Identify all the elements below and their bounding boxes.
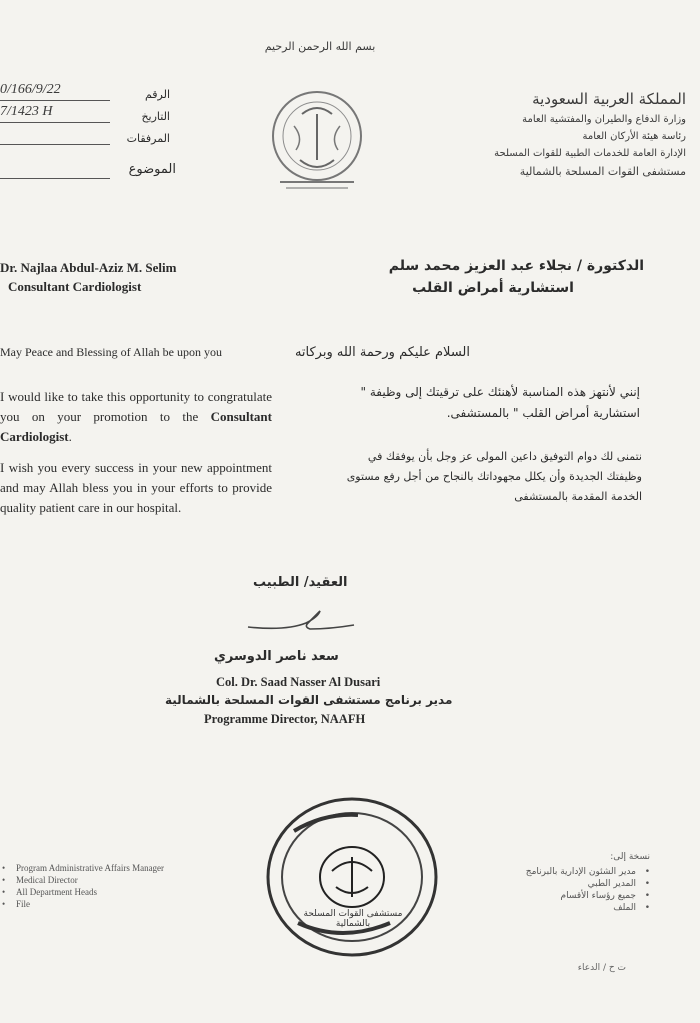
signature-title-en: Programme Director, NAAFH [204, 712, 366, 726]
signature-rank-ar: العقيد/ الطبيب [253, 575, 348, 590]
cc-ar-item: • المدير الطبي [490, 878, 650, 890]
recipient-ar-title: استشارية أمراض القلب [412, 280, 574, 296]
subject-label: الموضوع [128, 162, 176, 177]
greeting-ar: السلام عليكم ورحمة الله وبركاته [294, 345, 470, 360]
signature-title-ar: مدير برنامج مستشفى القوات المسلحة بالشمالية [165, 693, 453, 707]
cc-ar-item: • الملف [490, 902, 650, 914]
recipient-ar [344, 255, 644, 299]
cc-en-item: • All Department Heads [2, 886, 222, 898]
meta-fields [0, 82, 176, 188]
header-right [426, 90, 686, 178]
paragraph-1-en-text: I would like to take this opportunity to congratulate you on your promotion to the [0, 389, 272, 424]
signature-name-en: Col. Dr. Saad Nasser Al Dusari [216, 675, 381, 689]
hospital-line: مستشفى القوات المسلحة بالشمالية [519, 165, 686, 178]
paragraph-1-en [0, 387, 272, 447]
recipient-en-title: Consultant Cardiologist [8, 279, 142, 294]
date-label: التاريخ [141, 110, 170, 123]
paragraph-1-ar: إنني لأنتهز هذه المناسبة لأهنئك على ترقيتك إلى وظيفة " استشارية أمراض القلب " بالمستشفى. [360, 385, 640, 420]
paragraph-1-en-end: . [68, 429, 72, 444]
cc-en-item: • Program Administrative Affairs Manager [2, 862, 222, 874]
cc-list-en [2, 862, 222, 910]
recipient-ar-name: الدكتورة / نجلاء عبد العزيز محمد سلم [388, 258, 644, 274]
cc-ar-item: • مدير الشئون الإدارية بالبرنامج [490, 866, 650, 878]
cc-en-item: • File [2, 898, 222, 910]
cc-ar-item: • جميع رؤساء الأقسام [490, 890, 650, 902]
footer-note-ar: ت ح / الدعاء [577, 963, 626, 973]
signature-name-ar: سعد ناصر الدوسري [214, 649, 339, 664]
attachments-label: المرفقات [126, 132, 170, 145]
crest-emblem [262, 84, 372, 204]
date-value: 7/1423 H [0, 104, 53, 119]
basmala: بسم الله الرحمن الرحيم [264, 40, 376, 53]
kingdom-line: المملكة العربية السعودية [532, 90, 686, 108]
number-value: 0/166/9/22 [0, 82, 61, 97]
medical-services-line: الإدارة العامة للخدمات الطبية للقوات المسلحة [494, 148, 686, 159]
number-label: الرقم [144, 88, 170, 101]
signature-scrawl [246, 607, 356, 635]
staff-presidency-line: رئاسة هيئة الأركان العامة [582, 131, 686, 142]
paragraph-2-en: I wish you every success in your new appointment and may Allah bless you in your efforts to provide quality patient care in our hospital. [0, 460, 272, 515]
paragraph-2-ar: نتمنى لك دوام التوفيق داعين المولى عز وجل بأن يوفقك في وظيفتك الجديدة وأن يكلل مجهوداتك بالنجاح من أجل رفع مستوى الخدمة المقدمة بالمستشفى [346, 450, 642, 503]
stamp-text: مستشفى القوات المسلحة بالشمالية [303, 909, 403, 929]
official-stamp [262, 795, 442, 959]
paragraph-1-en-bold: Consultant Cardiologist [0, 409, 272, 444]
recipient-en-name: Dr. Najlaa Abdul-Aziz M. Selim [0, 260, 177, 275]
cc-list-ar [490, 852, 650, 914]
recipient-en [0, 258, 260, 296]
cc-en-item: • Medical Director [2, 874, 222, 886]
cc-label-ar: نسخة إلى: [610, 852, 650, 862]
ministry-line: وزارة الدفاع والطيران والمفتشية العامة [522, 114, 686, 125]
greeting-en: May Peace and Blessing of Allah be upon you [0, 345, 222, 359]
